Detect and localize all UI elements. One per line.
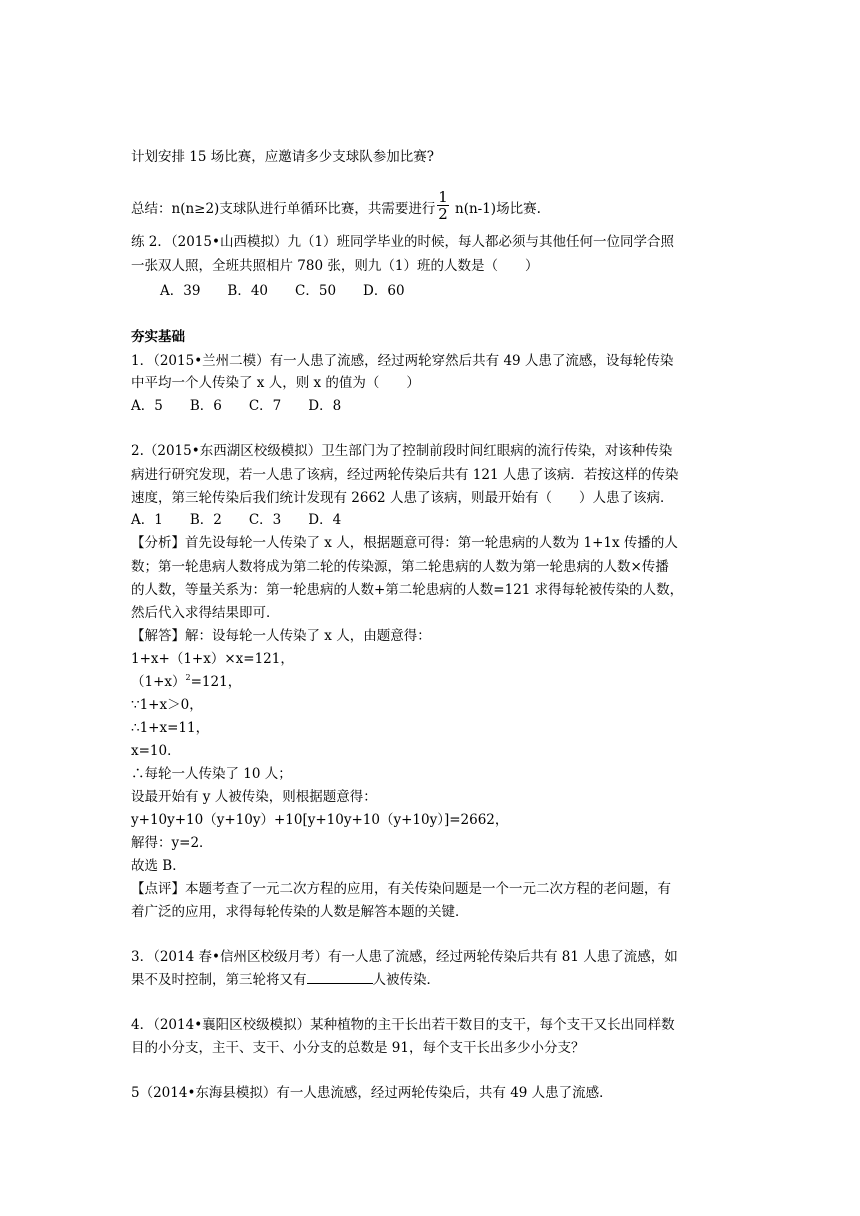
solution-result: =121， [190, 674, 242, 690]
section-heading: 夯实基础 [131, 329, 185, 345]
solution-expression: （1+x） [131, 674, 186, 690]
question-continuation: 计划安排 15 场比赛，应邀请多少支球队参加比赛? [131, 149, 434, 165]
solution-line-10: 解得：y=2． [131, 835, 213, 851]
solution-line-2: 1+x+（1+x）×x=121， [131, 651, 294, 667]
comment-line-1: 【点评】本题考查了一元二次方程的应用，有关传染问题是一个一元二次方程的老问题，有 [131, 881, 671, 897]
question-5-line-1: 5（2014•东海县模拟）有一人患流感，经过两轮传染后，共有 49 人患了流感． [131, 1085, 613, 1101]
analysis-line-2: 数；第一轮患病人数将成为第二轮的传染源，第二轮患病的人数为第一轮患病的人数×传播 [131, 559, 669, 575]
analysis-line-1: 【分析】首先设每轮一人传染了 x 人，根据题意可得：第一轮患病的人数为 1+1x 传播的人 [131, 535, 678, 551]
fraction-denominator: 2 [438, 205, 448, 223]
solution-line-1: 【解答】解：设每轮一人传染了 x 人，由题意得： [131, 628, 431, 644]
question-3-line-1: 3．（2014 春•信州区校级月考）有一人患了流感，经过两轮传染后共有 81 人患了流感，如 [131, 949, 678, 965]
solution-line-7: ∴每轮一人传染了 10 人； [131, 766, 292, 782]
question-4-line-2: 目的小分支，主干、支干、小分支的总数是 91，每个支干长出多少小分支？ [131, 1040, 585, 1056]
analysis-line-4: 然后代入求得结果即可． [131, 605, 280, 621]
practice-2-line-2: 一张双人照，全班共照相片 780 张，则九（1）班的人数是（ ） [131, 258, 539, 274]
comment-line-2: 着广泛的应用，求得每轮传染的人数是解答本题的关键． [131, 904, 469, 920]
question-2-line-2: 病进行研究发现，若一人患了该病，经过两轮传染后共有 121 人患了该病．若按这样的传染 [131, 467, 679, 483]
question-1-line-2: 中平均一个人传染了 x 人，则 x 的值为（ ） [131, 375, 420, 391]
practice-2-line-1: 练 2．（2015•山西模拟）九（1）班同学毕业的时候，每人都必须与其他任何一位同学合照 [131, 234, 675, 250]
exponent: 2 [185, 673, 191, 682]
practice-2-options: A．39 B．40 C．50 D．60 [160, 283, 405, 299]
question-3-text: 果不及时控制，第三轮将又有 [131, 972, 307, 988]
fraction-one-half [437, 189, 449, 222]
question-4-line-1: 4．（2014•襄阳区校级模拟）某种植物的主干长出若干数目的支干，每个支干又长出同样数 [131, 1017, 675, 1033]
answer-blank [307, 971, 373, 984]
fraction-numerator: 1 [438, 188, 448, 206]
solution-line-5: ∴1+x=11， [131, 720, 210, 736]
question-1-options: A．5 B．6 C．7 D．8 [131, 398, 342, 414]
solution-line-9: y+10y+10（y+10y）+10[y+10y+10（y+10y）]=2662， [131, 812, 509, 828]
solution-line-6: x=10． [131, 743, 181, 759]
question-2-line-1: 2.（2015•东西湖区校级模拟）卫生部门为了控制前段时间红眼病的流行传染，对该种传染 [131, 443, 673, 459]
solution-line-3 [131, 672, 241, 694]
analysis-line-3: 的人数，等量关系为：第一轮患病的人数+第二轮患病的人数=121 求得每轮被传染的人数， [131, 582, 684, 598]
question-3-line-2 [131, 970, 440, 990]
solution-line-11: 故选 B． [131, 858, 186, 874]
solution-line-8: 设最开始有 y 人被传染，则根据题意得： [131, 789, 377, 805]
question-2-line-3: 速度，第三轮传染后我们统计发现有 2662 人患了该病，则最开始有（ ）人患了该病． [131, 490, 674, 506]
question-1-line-1: 1．（2015•兰州二模）有一人患了流感，经过两轮穿然后共有 49 人患了流感，设每轮传染 [131, 353, 674, 369]
summary-text-start: 总结：n(n≥2)支球队进行单循环比赛，共需要进行 [131, 201, 436, 217]
question-3-text-end: 人被传染． [372, 972, 440, 988]
question-2-options: A．1 B．2 C．3 D．4 [131, 512, 342, 528]
solution-line-4: ∵1+x＞0， [131, 697, 203, 713]
summary-text-end: n(n-1)场比赛. [455, 201, 541, 217]
